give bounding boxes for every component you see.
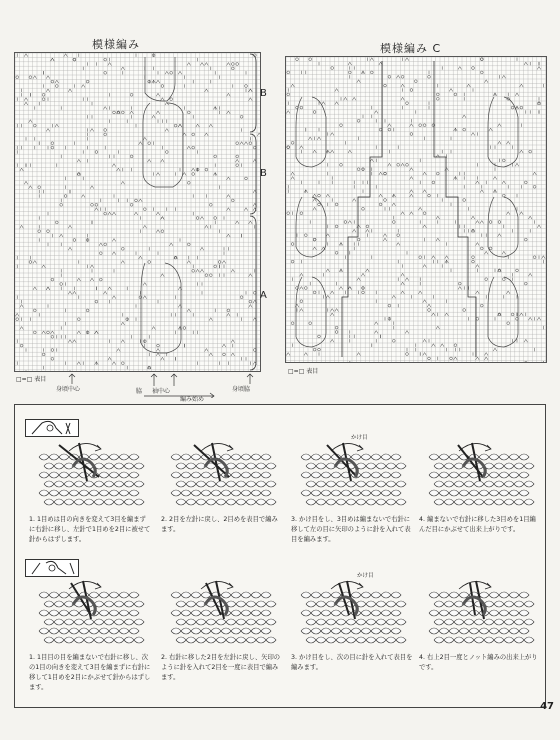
label-body-side: 身頃脇 [232,386,251,393]
section-label-a: A [260,290,267,301]
step-2-1-illustration [29,575,149,651]
left-chart-grid [15,53,260,371]
page-number: 47 [540,701,554,712]
section-label-b-top: B [260,88,267,99]
section-label-b-middle: B [260,168,267,179]
label-side: 脇 [136,388,143,395]
step-1-2: 2. 2目を左針に戻し、2目めを表目で編みます。 [161,437,283,535]
label-sleeve-center: 袖中心 [152,388,171,395]
step-2-1: 1. 1目目の目を編まないで右針に移し、次の1目の向きを変えて3目を編まずに右針に移して1目めを2目にかぶせて針からはずします。 [29,575,151,693]
section-brackets [248,52,260,372]
left-legend: □=□ 表目 [16,376,47,383]
label-cast-on: 編み始め [180,396,205,403]
knot-stitch-left-symbol-icon [26,560,78,576]
right-chart-title: 模様編み C [380,42,442,55]
bottom-arrows [14,370,264,398]
callout-yarnover-2: かけ目 [357,573,374,579]
label-center-back: 身頃中心 [56,386,81,393]
step-1-1-illustration [29,437,149,513]
step-2-2: 2. 右針に移した2目を左針に戻し、矢印のように針を入れて2目を一度に表目で編みます。 [161,575,283,683]
step-1-2-illustration [161,437,281,513]
step-1-4: 4. 編まないで右針に移した3目めを1目編んだ目にかぶせて出来上がりです。 [419,437,541,535]
step-1-4-illustration [419,437,539,513]
right-legend: □=□ 表目 [288,368,319,375]
left-knitting-chart [14,52,261,372]
step-2-4: 4. 右上2目一度とノット編みの出来上がりです。 [419,575,541,673]
step-2-3-illustration [291,575,411,651]
step-2-3: 3. かけ目をし、次の目に針を入れて表目を編みます。 [291,575,413,673]
step-1-1: 1. 1目めは目の向きを変えて3目を編まずに右針に移し、左針で1目めを2目に被せて針からはずします。 [29,437,151,545]
right-chart-grid [286,57,546,362]
step-1-3: 3. かけ目をし、3目めは編まないで右針に移して左の目に矢印のように針を入れて表目を編みます。 [291,437,413,545]
step-2-2-illustration [161,575,281,651]
right-knitting-chart [285,56,547,363]
step-1-3-illustration [291,437,411,513]
knot-stitch-symbol-icon [26,420,78,436]
instruction-panel [14,404,546,708]
step-2-4-illustration [419,575,539,651]
callout-yarnover-1: かけ目 [351,435,368,441]
left-chart-title: 模様編み [92,38,140,51]
symbol-label-1 [25,419,79,437]
